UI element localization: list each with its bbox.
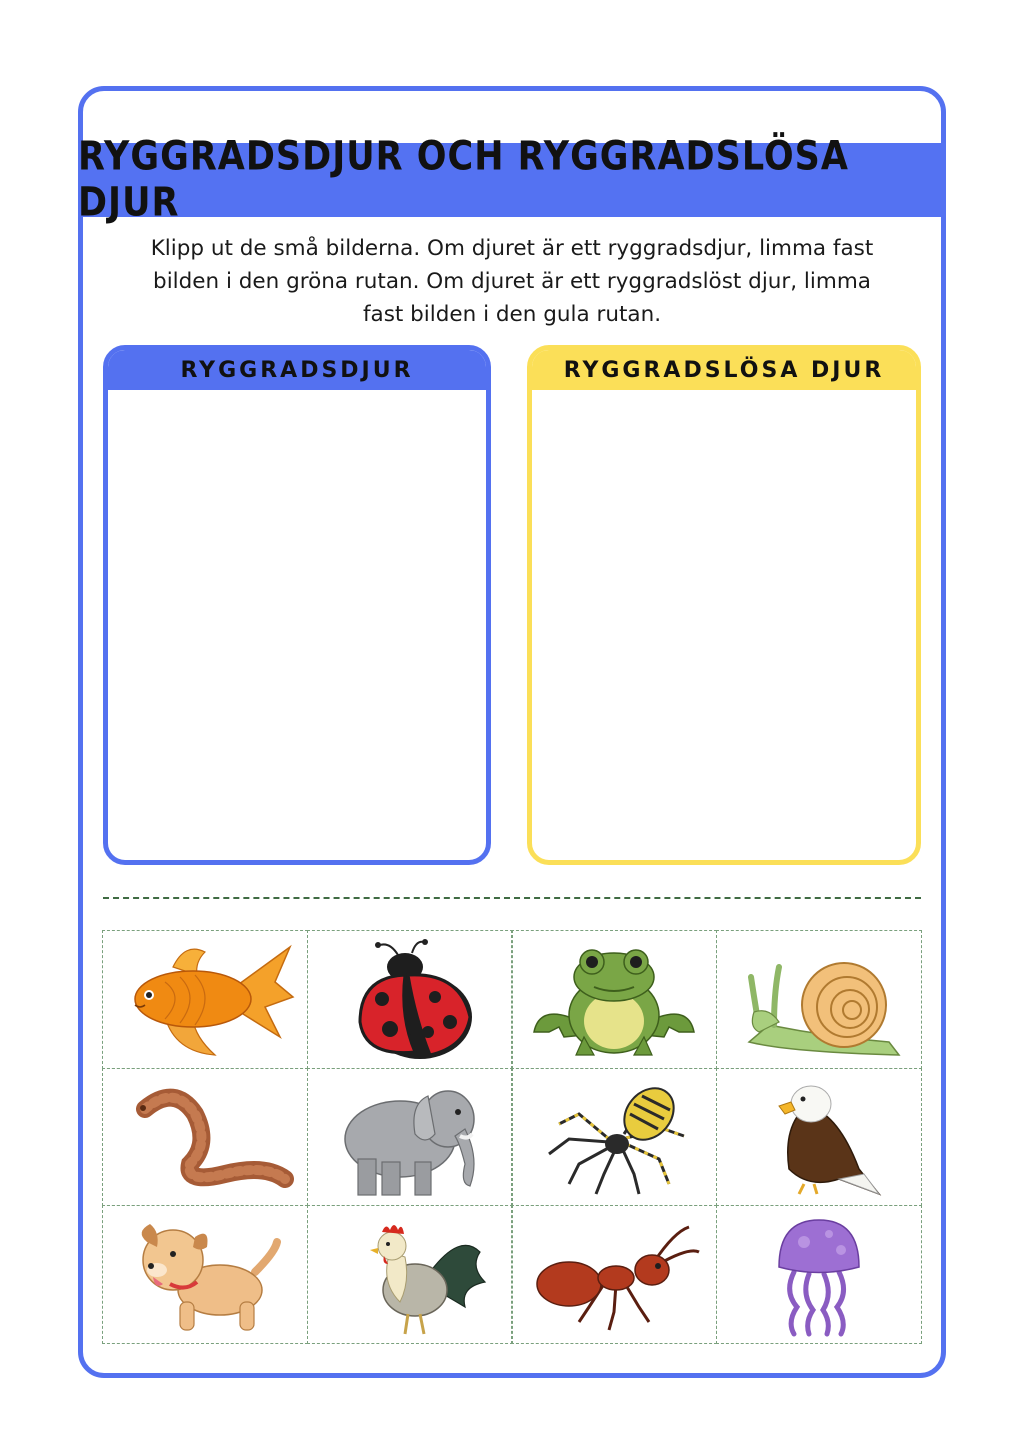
- vertebrates-box[interactable]: [103, 345, 491, 865]
- card-frog[interactable]: [511, 930, 717, 1069]
- puppy-icon: [115, 1212, 295, 1337]
- vertebrates-box-label: RYGGRADSDJUR: [108, 350, 486, 390]
- snail-icon: [729, 937, 909, 1062]
- invertebrates-box-label: RYGGRADSLÖSA DJUR: [532, 350, 916, 390]
- eagle-icon: [729, 1074, 909, 1199]
- card-snail[interactable]: [716, 930, 922, 1069]
- card-ant[interactable]: [511, 1205, 717, 1344]
- card-elephant[interactable]: [307, 1068, 513, 1207]
- card-earthworm[interactable]: [102, 1068, 308, 1207]
- card-goldfish[interactable]: [102, 930, 308, 1069]
- goldfish-icon: [115, 937, 295, 1062]
- card-puppy[interactable]: [102, 1205, 308, 1344]
- instructions-text: Klipp ut de små bilderna. Om djuret är ett ryggradsdjur, limma fast bilden i den gröna rutan. Om djuret är ett ryggradslöst djur, limma fast bilden i den gula rutan.: [150, 236, 874, 327]
- invertebrates-box[interactable]: [527, 345, 921, 865]
- earthworm-icon: [115, 1074, 295, 1199]
- card-spider[interactable]: [511, 1068, 717, 1207]
- ant-icon: [524, 1212, 704, 1337]
- card-eagle[interactable]: [716, 1068, 922, 1207]
- page-title: RYGGRADSDJUR OCH RYGGRADSLÖSA DJUR: [78, 134, 849, 226]
- card-ladybug[interactable]: [307, 930, 513, 1069]
- card-jellyfish[interactable]: [716, 1205, 922, 1344]
- elephant-icon: [320, 1074, 500, 1199]
- rooster-icon: [320, 1212, 500, 1337]
- card-rooster[interactable]: [307, 1205, 513, 1344]
- frog-icon: [524, 937, 704, 1062]
- spider-icon: [524, 1074, 704, 1199]
- animal-card-grid: [103, 931, 921, 1343]
- ladybug-icon: [320, 937, 500, 1062]
- jellyfish-icon: [729, 1212, 909, 1337]
- cut-line: [103, 897, 921, 899]
- title-banner: [78, 134, 946, 226]
